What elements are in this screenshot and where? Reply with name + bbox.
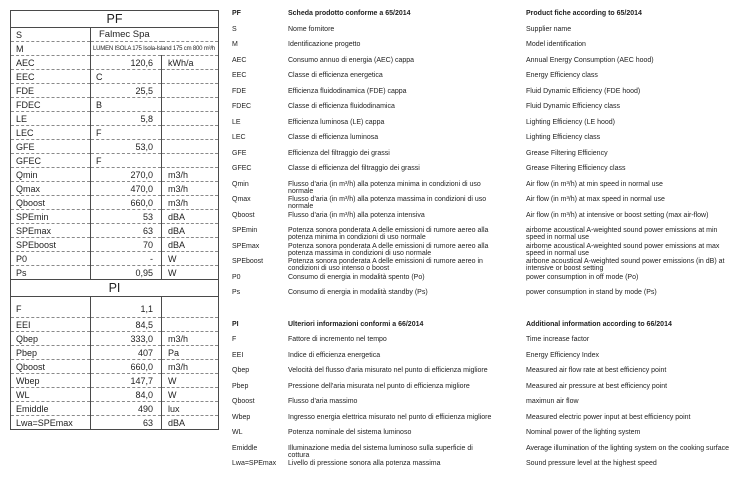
description-row bbox=[230, 460, 736, 476]
row-value: F bbox=[91, 126, 162, 140]
description-english: Air flow (in m³/h) at intensive or boost setting (max air-flow) bbox=[526, 211, 709, 219]
row-value: 53 bbox=[91, 210, 162, 224]
description-english: airbone acoustical A-weighted sound power emissions (in dB) at intensive or boost setting bbox=[526, 258, 725, 273]
product-fiche-values-table bbox=[10, 10, 219, 430]
row-value: LUMEN ISOLA 175 Isola-Island 175 cm 800 m³/h bbox=[91, 42, 219, 56]
description-italian: Fattore di incremento nel tempo bbox=[288, 336, 387, 343]
row-unit: Pa bbox=[162, 346, 219, 360]
description-italian: Identificazione progetto bbox=[288, 41, 361, 48]
description-code: M bbox=[232, 41, 238, 48]
description-italian: Potenza sonora ponderata A delle emissioni di rumore aereo alla potenza minima in condizioni di uso normale bbox=[288, 227, 489, 242]
description-row bbox=[230, 429, 736, 445]
description-italian: Consumo annuo di energia (AEC) cappa bbox=[288, 56, 415, 64]
row-unit: dBA bbox=[162, 238, 219, 252]
table-row bbox=[11, 168, 219, 182]
description-english: maximun air flow bbox=[526, 398, 579, 405]
description-english: power consumption in stand by mode (Ps) bbox=[526, 289, 657, 296]
description-italian: Scheda prodotto conforme a 65/2014 bbox=[288, 10, 411, 17]
description-code: EEI bbox=[232, 351, 244, 359]
row-value: 270,0 bbox=[91, 168, 162, 182]
description-code: Qboost bbox=[232, 211, 255, 219]
row-unit bbox=[162, 140, 219, 154]
row-label: Qbep bbox=[11, 332, 91, 346]
table-row bbox=[11, 297, 219, 318]
table-row bbox=[11, 56, 219, 70]
row-label: S bbox=[11, 28, 91, 42]
description-code: Pbep bbox=[232, 382, 249, 390]
description-code: GFE bbox=[232, 149, 247, 157]
description-row bbox=[230, 352, 736, 368]
description-code: S bbox=[232, 25, 237, 33]
row-unit: W bbox=[162, 266, 219, 280]
description-english: Average illumination of the lighting system on the cooking surface bbox=[526, 444, 729, 452]
description-row bbox=[230, 72, 736, 88]
description-row bbox=[230, 119, 736, 135]
row-label: Ps bbox=[11, 266, 91, 280]
row-unit bbox=[162, 70, 219, 84]
description-code: FDEC bbox=[232, 103, 252, 110]
description-italian: Flusso d'aria (in m³/h) alla potenza minima in condizioni di uso normale bbox=[288, 180, 481, 195]
table-section-header-row bbox=[11, 11, 219, 28]
description-english: Supplier name bbox=[526, 25, 572, 33]
row-label: Qmax bbox=[11, 182, 91, 196]
row-value: 660,0 bbox=[91, 360, 162, 374]
table-row bbox=[11, 238, 219, 252]
description-english: power consumption in off mode (Po) bbox=[526, 273, 639, 281]
row-label: P0 bbox=[11, 252, 91, 266]
row-unit: m3/h bbox=[162, 182, 219, 196]
description-italian: Ingresso energia elettrica misurato nel punto di efficienza migliore bbox=[288, 413, 492, 421]
row-unit bbox=[162, 84, 219, 98]
table-row bbox=[11, 374, 219, 388]
description-row bbox=[230, 134, 736, 150]
description-italian: Pressione dell'aria misurata nel punto di efficienza migliore bbox=[288, 382, 470, 390]
row-unit bbox=[162, 112, 219, 126]
row-value: 84,0 bbox=[91, 388, 162, 402]
row-value: 5,8 bbox=[91, 112, 162, 126]
description-code: Qboost bbox=[232, 398, 255, 405]
row-value: 660,0 bbox=[91, 196, 162, 210]
description-row bbox=[230, 196, 736, 212]
description-row bbox=[230, 289, 736, 305]
description-code: Ps bbox=[232, 289, 241, 296]
row-unit bbox=[162, 126, 219, 140]
row-unit bbox=[162, 154, 219, 168]
description-english: Sound pressure level at the highest speed bbox=[526, 460, 657, 467]
row-value: 490 bbox=[91, 402, 162, 416]
description-english: Air flow (in m³/h) at min speed in normal use bbox=[526, 180, 663, 188]
description-row bbox=[230, 274, 736, 290]
description-code: LE bbox=[232, 118, 241, 126]
table-row bbox=[11, 402, 219, 416]
description-italian: Efficienza del filtraggio dei grassi bbox=[288, 149, 390, 157]
description-italian: Efficienza fluidodinamica (FDE) cappa bbox=[288, 87, 407, 95]
description-english: Time increase factor bbox=[526, 336, 590, 343]
description-row bbox=[230, 41, 736, 57]
table-row bbox=[11, 196, 219, 210]
description-code: Qbep bbox=[232, 367, 250, 374]
table-row bbox=[11, 154, 219, 168]
description-code: PI bbox=[232, 320, 239, 328]
row-value: 53,0 bbox=[91, 140, 162, 154]
row-unit: dBA bbox=[162, 416, 219, 430]
description-english: Nominal power of the lighting system bbox=[526, 429, 641, 436]
description-row bbox=[230, 398, 736, 414]
description-code: Qmax bbox=[232, 196, 251, 203]
description-code: WL bbox=[232, 429, 243, 436]
description-italian: Efficienza luminosa (LE) cappa bbox=[288, 118, 385, 126]
row-value: - bbox=[91, 252, 162, 266]
description-row bbox=[230, 258, 736, 274]
row-label: GFEC bbox=[11, 154, 91, 168]
row-label: Lwa=SPEmax bbox=[11, 416, 91, 430]
description-row bbox=[230, 165, 736, 181]
row-unit: lux bbox=[162, 402, 219, 416]
description-row bbox=[230, 227, 736, 243]
table-row bbox=[11, 28, 219, 42]
description-row bbox=[230, 321, 736, 337]
description-code: FDE bbox=[232, 87, 246, 95]
description-english: Lighting Efficiency class bbox=[526, 134, 601, 141]
description-english: Measured air pressure at best efficiency point bbox=[526, 382, 668, 390]
description-code: SPEboost bbox=[232, 258, 264, 265]
description-row bbox=[230, 414, 736, 430]
row-label: F bbox=[11, 297, 91, 318]
description-english: Fluid Dynamic Efficiency class bbox=[526, 103, 621, 110]
row-value: B bbox=[91, 98, 162, 112]
row-unit bbox=[162, 297, 219, 318]
description-row bbox=[230, 103, 736, 119]
row-label: AEC bbox=[11, 56, 91, 70]
table-row bbox=[11, 84, 219, 98]
row-label: Pbep bbox=[11, 346, 91, 360]
description-english: Energy Efficiency Index bbox=[526, 351, 600, 359]
description-english: airborne acoustical A-weighted sound power emissions at max speed in normal use bbox=[526, 242, 720, 257]
description-columns bbox=[230, 10, 736, 476]
row-value: 63 bbox=[91, 416, 162, 430]
table-row bbox=[11, 210, 219, 224]
description-english: Air flow (in m³/h) at max speed in normal use bbox=[526, 196, 665, 203]
table-row bbox=[11, 252, 219, 266]
row-value: 0,95 bbox=[91, 266, 162, 280]
description-english: Measured electric power input at best efficiency point bbox=[526, 413, 691, 421]
row-value: 1,1 bbox=[91, 297, 162, 318]
description-code: LEC bbox=[232, 134, 246, 141]
description-italian: Potenza sonora ponderata A delle emissioni di rumore aereo alla potenza massima in condizioni di uso normale bbox=[288, 242, 489, 257]
row-label: GFE bbox=[11, 140, 91, 154]
description-row bbox=[230, 88, 736, 104]
description-english: Annual Energy Consumption (AEC hood) bbox=[526, 56, 654, 64]
description-italian: Flusso d'aria (in m³/h) alla potenza massima in condizioni di uso normale bbox=[288, 196, 487, 211]
table-section-header-row bbox=[11, 280, 219, 297]
description-code: Lwa=SPEmax bbox=[232, 460, 277, 467]
row-value: 407 bbox=[91, 346, 162, 360]
description-code: PF bbox=[232, 10, 241, 17]
description-italian: Consumo di energia in modalità spento (Po) bbox=[288, 273, 425, 281]
description-italian: Indice di efficienza energetica bbox=[288, 351, 381, 359]
description-section bbox=[230, 321, 736, 476]
description-english: Model identification bbox=[526, 41, 586, 48]
description-italian: Classe di efficienza fluidodinamica bbox=[288, 103, 395, 110]
description-italian: Illuminazione media del sistema luminoso sulla superficie di cottura bbox=[288, 444, 473, 459]
description-code: SPEmin bbox=[232, 227, 258, 234]
row-unit: W bbox=[162, 252, 219, 266]
row-unit: W bbox=[162, 388, 219, 402]
row-value: 63 bbox=[91, 224, 162, 238]
description-english: Energy Efficiency class bbox=[526, 72, 598, 79]
table-row bbox=[11, 126, 219, 140]
row-unit bbox=[162, 98, 219, 112]
description-code: F bbox=[232, 336, 237, 343]
description-code: P0 bbox=[232, 273, 241, 281]
description-italian: Flusso d'aria massimo bbox=[288, 398, 358, 405]
description-english: Product fiche according to 65/2014 bbox=[526, 10, 642, 17]
row-value: 333,0 bbox=[91, 332, 162, 346]
description-italian: Classe di efficienza del filtraggio dei grassi bbox=[288, 165, 420, 172]
description-italian: Nome fornitore bbox=[288, 25, 335, 33]
description-italian: Potenza sonora ponderata A delle emissioni di rumore aereo in condizioni di uso intenso o boost bbox=[288, 258, 483, 273]
row-label: EEI bbox=[11, 318, 91, 332]
row-label: Emiddle bbox=[11, 402, 91, 416]
table-row bbox=[11, 182, 219, 196]
description-italian: Classe di efficienza luminosa bbox=[288, 134, 379, 141]
table-row bbox=[11, 112, 219, 126]
row-unit: kWh/a bbox=[162, 56, 219, 70]
table-row bbox=[11, 42, 219, 56]
row-label: Qmin bbox=[11, 168, 91, 182]
row-label: WL bbox=[11, 388, 91, 402]
description-row bbox=[230, 336, 736, 352]
description-english: Measured air flow rate at best efficiency point bbox=[526, 367, 667, 374]
row-value: C bbox=[91, 70, 162, 84]
description-english: airborne acoustical A-weighted sound power emissions at min speed in normal use bbox=[526, 227, 718, 242]
table-row bbox=[11, 70, 219, 84]
row-unit: m3/h bbox=[162, 168, 219, 182]
table-row bbox=[11, 346, 219, 360]
table-row bbox=[11, 332, 219, 346]
row-label: Qboost bbox=[11, 196, 91, 210]
description-italian: Classe di efficienza energetica bbox=[288, 72, 383, 79]
description-italian: Velocità del flusso d'aria misurato nel punto di efficienza migliore bbox=[288, 367, 488, 374]
row-value: 84,5 bbox=[91, 318, 162, 332]
description-row bbox=[230, 367, 736, 383]
row-value: 120,6 bbox=[91, 56, 162, 70]
row-unit: dBA bbox=[162, 210, 219, 224]
row-value: 70 bbox=[91, 238, 162, 252]
table-row bbox=[11, 318, 219, 332]
description-code: SPEmax bbox=[232, 242, 260, 250]
row-label: SPEboost bbox=[11, 238, 91, 252]
row-value: 25,5 bbox=[91, 84, 162, 98]
row-label: EEC bbox=[11, 70, 91, 84]
description-row bbox=[230, 150, 736, 166]
row-label: LEC bbox=[11, 126, 91, 140]
row-unit: W bbox=[162, 374, 219, 388]
row-value: Falmec Spa bbox=[91, 28, 219, 42]
section-header: PI bbox=[11, 280, 219, 297]
description-row bbox=[230, 26, 736, 42]
description-english: Grease Filtering Efficiency class bbox=[526, 165, 626, 172]
row-value: F bbox=[91, 154, 162, 168]
row-unit bbox=[162, 318, 219, 332]
description-row bbox=[230, 445, 736, 461]
table-row bbox=[11, 360, 219, 374]
row-label: SPEmax bbox=[11, 224, 91, 238]
row-value: 470,0 bbox=[91, 182, 162, 196]
description-code: AEC bbox=[232, 56, 247, 64]
row-label: LE bbox=[11, 112, 91, 126]
description-code: Emiddle bbox=[232, 444, 258, 452]
description-code: Qmin bbox=[232, 180, 249, 188]
table-row bbox=[11, 416, 219, 430]
description-code: GFEC bbox=[232, 165, 252, 172]
description-italian: Consumo di energia in modalità standby (Ps) bbox=[288, 289, 428, 296]
row-label: FDEC bbox=[11, 98, 91, 112]
table-row bbox=[11, 266, 219, 280]
table-row bbox=[11, 224, 219, 238]
row-unit: m3/h bbox=[162, 196, 219, 210]
row-value: 147,7 bbox=[91, 374, 162, 388]
description-row bbox=[230, 243, 736, 259]
description-row bbox=[230, 383, 736, 399]
description-row bbox=[230, 10, 736, 26]
description-code: Wbep bbox=[232, 413, 251, 421]
description-italian: Potenza nominale del sistema luminoso bbox=[288, 429, 412, 436]
description-english: Grease Filtering Efficiency bbox=[526, 149, 608, 157]
description-italian: Flusso d'aria (in m³/h) alla potenza intensiva bbox=[288, 211, 425, 219]
row-unit: dBA bbox=[162, 224, 219, 238]
row-label: SPEmin bbox=[11, 210, 91, 224]
description-english: Lighting Efficiency (LE hood) bbox=[526, 118, 615, 126]
description-italian: Ulteriori informazioni conformi a 66/2014 bbox=[288, 320, 424, 328]
row-unit: m3/h bbox=[162, 360, 219, 374]
row-label: Wbep bbox=[11, 374, 91, 388]
description-english: Additional information according to 66/2014 bbox=[526, 320, 672, 328]
table-row bbox=[11, 388, 219, 402]
row-unit: m3/h bbox=[162, 332, 219, 346]
row-label: Qboost bbox=[11, 360, 91, 374]
description-english: Fluid Dynamic Efficiency (FDE hood) bbox=[526, 87, 641, 95]
description-row bbox=[230, 57, 736, 73]
section-header: PF bbox=[11, 11, 219, 28]
description-code: EEC bbox=[232, 72, 247, 79]
row-label: M bbox=[11, 42, 91, 56]
row-label: FDE bbox=[11, 84, 91, 98]
description-section bbox=[230, 10, 736, 305]
description-row bbox=[230, 181, 736, 197]
table-row bbox=[11, 98, 219, 112]
description-row bbox=[230, 212, 736, 228]
description-italian: Livello di pressione sonora alla potenza massima bbox=[288, 460, 441, 467]
table-row bbox=[11, 140, 219, 154]
